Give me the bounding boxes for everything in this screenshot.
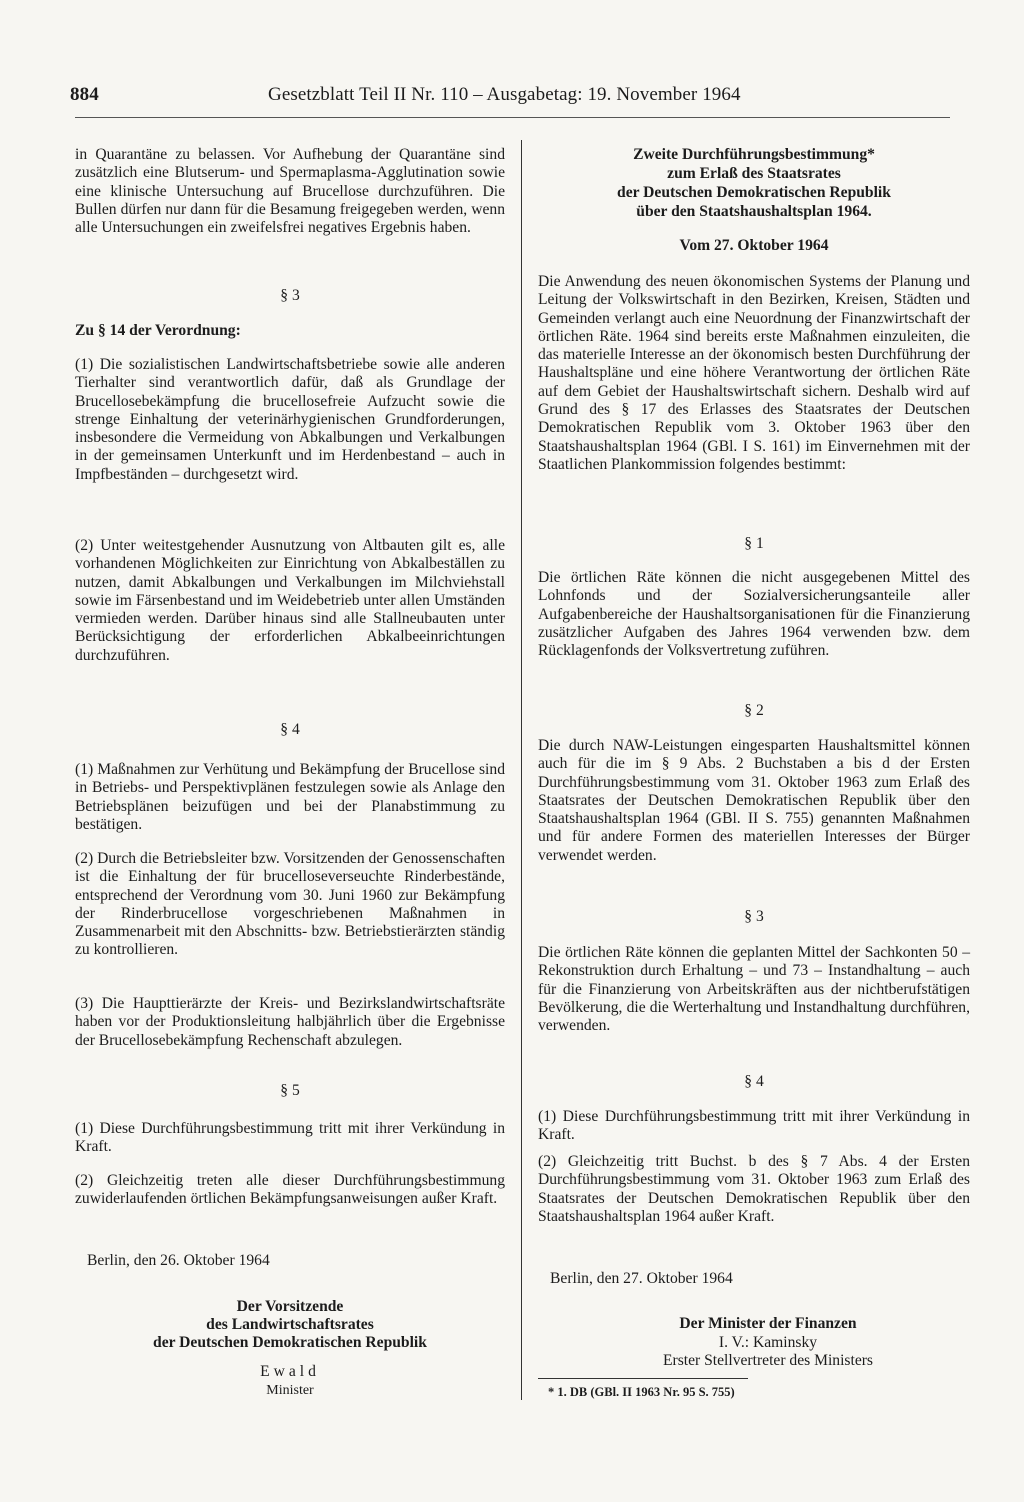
signature-role: Minister xyxy=(266,1383,314,1398)
section-1-heading: § 1 xyxy=(744,535,764,552)
paragraph: Die Anwendung des neuen ökonomischen Systems der Planung und Leitung der Volkswirtschaft in den Bezirken, Kreisen, Städten und Gemeinden verlangt auch eine Neuordnung der Finanzwirtschaft der örtlichen Räte. 1964 sind bereits erste Maßnahmen einzuleiten, die das materielle Interesse an der ökonomisch besten Durchführung der Haushaltspläne und eine höhere Verantwortung der örtlichen Räte auf dem Gebiet der Haushaltswirtschaft sichern. Deshalb wird auf Grund des § 17 des Erlasses des Staatsrates der Deutschen Demokratischen Republik vom 3. Oktober 1963 über den Staatshaushaltsplan 1964 (GBl. I S. 161) im Einvernehmen mit der Staatlichen Plankommission folgendes bestimmt: xyxy=(538,273,970,473)
section-3-heading: § 3 xyxy=(744,908,764,925)
footnote: * 1. DB (GBl. II 1963 Nr. 95 S. 755) xyxy=(548,1385,735,1399)
signature-line: Der Vorsitzende xyxy=(236,1298,344,1315)
decree-title: über den Staatshaushaltsplan 1964. xyxy=(636,203,872,220)
signature-line: des Landwirtschaftsrates xyxy=(206,1316,374,1333)
signature-line: der Deutschen Demokratischen Republik xyxy=(153,1334,427,1351)
place-date: Berlin, den 26. Oktober 1964 xyxy=(87,1252,270,1269)
paragraph: (2) Gleichzeitig treten alle dieser Durchführungsbestimmung zuwiderlaufenden örtlichen Bekämpfungsanweisungen außer Kraft. xyxy=(75,1172,505,1208)
place-date: Berlin, den 27. Oktober 1964 xyxy=(550,1270,733,1287)
paragraph: (1) Diese Durchführungsbestimmung tritt mit ihrer Verkündung in Kraft. xyxy=(538,1108,970,1144)
decree-title: zum Erlaß des Staatsrates xyxy=(667,165,841,182)
paragraph: Die örtlichen Räte können die geplanten Mittel der Sachkonten 50 – Rekonstruktion durch Erhaltung – und 73 – Instandhaltung – auch für die Finanzierung von Arbeitskräften aus der nichtberufstätigen Bevölkerung, die die Werterhaltung und Instandhaltung durchführen, verwenden. xyxy=(538,944,970,1035)
section-4-heading: § 4 xyxy=(280,721,300,738)
paragraph: (1) Diese Durchführungsbestimmung tritt mit ihrer Verkündung in Kraft. xyxy=(75,1120,505,1156)
section-5-heading: § 5 xyxy=(280,1082,300,1099)
paragraph: (2) Durch die Betriebsleiter bzw. Vorsitzenden der Genossenschaften ist die Einhaltung der für brucelloseverseuchte Rinderbestände, entsprechend der Verordnung vom 30. Juni 1960 zur Bekämpfung der Rinderbrucellose vorgeschriebenen Maßnahmen in Zusammenarbeit mit den Abschnitts- bzw. Betriebstierärzten ständig zu kontrollieren. xyxy=(75,850,505,959)
paragraph: (1) Die sozialistischen Landwirtschaftsbetriebe sowie alle anderen Tierhalter sind verantwortlich dafür, daß als Grundlage der Brucellosebekämpfung die brucellosefreie Aufzucht sowie die strenge Einhaltung der veterinärhygienischen Grundforderungen, insbesondere die Vermeidung von Abkalbungen und Verkalbungen in der gemeinsamen Unterkunft und im Herdenbestand – auch in Impfbeständen – durchgesetzt wird. xyxy=(75,356,505,483)
decree-title: Zweite Durchführungsbestimmung* xyxy=(633,146,875,163)
paragraph: in Quarantäne zu belassen. Vor Aufhebung der Quarantäne sind zusätzlich eine Blutserum- und Spermaplasma-Agglutination sowie eine klinische Untersuchung auf Brucellose durchzuführen. Die Bullen dürfen nur dann für die Besamung freigegeben werden, wenn alle Untersuchungen ein zweifelsfrei negatives Ergebnis haben. xyxy=(75,146,505,237)
section-3-subheading: Zu § 14 der Verordnung: xyxy=(75,322,241,339)
paragraph: (3) Die Haupttierärzte der Kreis- und Bezirkslandwirtschaftsräte haben vor der Produktionsleitung halbjährlich über die Ergebnisse der Brucellosebekämpfung Rechenschaft abzulegen. xyxy=(75,995,505,1049)
page-header xyxy=(70,76,950,116)
paragraph: Die örtlichen Räte können die nicht ausgegebenen Mittel des Lohnfonds und der Sozialversicherungsanteile aller Aufgabenbereiche der Haushaltsorganisationen für die Finanzierung zusätzlicher Aufgaben des Jahres 1964 verwenden bzw. dem Rücklagenfonds der Volksvertretung zuführen. xyxy=(538,569,970,660)
paragraph: (2) Gleichzeitig tritt Buchst. b des § 7 Abs. 4 der Ersten Durchführungsbestimmung vom 31. Oktober 1963 zum Erlaß des Staatsrates der Deutschen Demokratischen Republik über den Staatshaushaltsplan 1964 außer Kraft. xyxy=(538,1153,970,1225)
header-title: Gesetzblatt Teil II Nr. 110 – Ausgabetag: 19. November 1964 xyxy=(268,84,741,105)
signature-line: Der Minister der Finanzen xyxy=(679,1315,857,1332)
signature-name: Ewald xyxy=(260,1363,320,1380)
paragraph: (2) Unter weitestgehender Ausnutzung von Altbauten gilt es, alle vorhandenen Möglichkeiten zur Einrichtung von Abkalbeställen zu nutzen, damit Abkalbungen und Verkalbungen im Milchviehstall sowie im Färsenbestand und im Weidebetrieb unter allen Umständen vermieden werden. Darüber hinaus sind alle Stallneubauten unter Berücksichtigung der erforderlichen Abkalbeeinrichtungen durchzuführen. xyxy=(75,537,505,664)
signature-line: Erster Stellvertreter des Ministers xyxy=(662,1352,874,1369)
paragraph: (1) Maßnahmen zur Verhütung und Bekämpfung der Brucellose sind in Betriebs- und Perspektivplänen festzulegen sowie als Anlage den Betriebsplänen beizufügen und bei der Planabstimmung zu bestätigen. xyxy=(75,761,505,833)
section-4-heading: § 4 xyxy=(744,1073,764,1090)
decree-title: der Deutschen Demokratischen Republik xyxy=(617,184,891,201)
page-number: 884 xyxy=(70,84,99,105)
column-divider xyxy=(521,140,522,1400)
paragraph: Die durch NAW-Leistungen eingesparten Haushaltsmittel können auch für die im § 9 Abs. 2 Buchstaben a bis d der Ersten Durchführungsbestimmung vom 31. Oktober 1963 zum Erlaß des Staatsrates der Deutschen Demokratischen Republik über den Staatshaushaltsplan 1964 (GBl. II S. 755) genannten Maßnahmen und für andere Formen des materiellen Interesses der Bürger verwendet werden. xyxy=(538,737,970,864)
signature-line: I. V.: Kaminsky xyxy=(718,1334,818,1351)
footnote-rule xyxy=(538,1378,748,1379)
header-rule xyxy=(75,117,950,118)
decree-date: Vom 27. Oktober 1964 xyxy=(679,237,829,254)
section-3-heading: § 3 xyxy=(280,287,300,304)
section-2-heading: § 2 xyxy=(744,702,764,719)
